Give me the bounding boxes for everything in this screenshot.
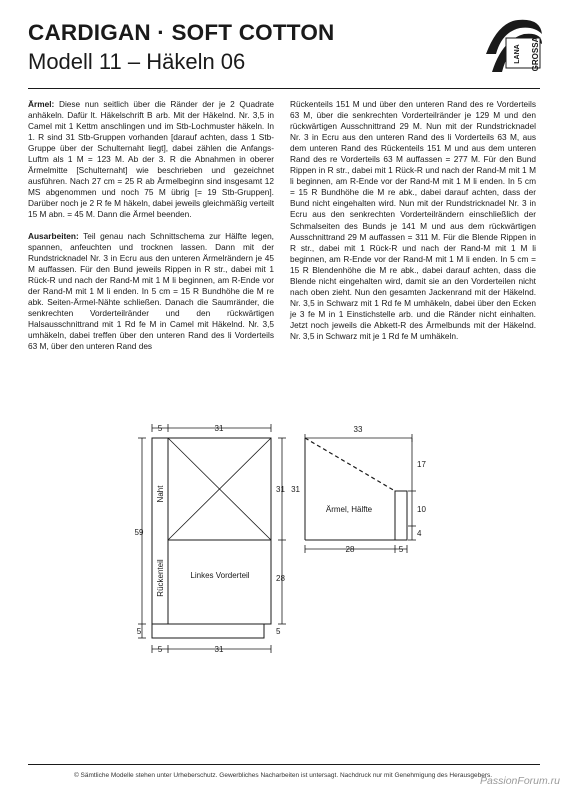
- sleeve-dim-cuff: 10: [417, 505, 426, 514]
- page-subtitle: Modell 11 – Häkeln 06: [28, 49, 246, 74]
- dim-top-left: 5: [157, 424, 163, 433]
- hem-band: [152, 624, 264, 638]
- sleeve-dim-top-label: 33: [353, 425, 363, 434]
- back-label: Rückenteil: [156, 559, 165, 597]
- body-schematic: [138, 424, 286, 653]
- paragraph-text: Rückenteils 151 M und über den unteren Rand des re Vorderteils 63 M, über die senkrechten Vorderteilränder je 129 M und den rückwärtigen Ausschnittrand 29 M. Nun mit der Rundstricknadel Nr. 3 in Ecru aus den unteren Rand des li Vorderteils 63 M, aus dem unteren Rand des Rückenteils 151 M und aus dem unteren Rand des re Vorderteils 63 M auffassen = 277 M. Für den Bund Rippen in R str., dabei mit 1 Rück-R und nach der Rand-M mit 1 M li beginnen, am R-Ende vor der Rand-M mit 1 M li enden. In 5 cm = 15 R Bundhöhe die M re abk., dabei darauf achten, dass der Bund nicht eingehalten wird. Nun mit der Rundstricknadel Nr. 3 in Ecru aus den senkrechten Vorderteilrändern einschließlich der Schmalseiten des Bunds je 141 M und aus dem rückwärtigen Ausschnittrand 29 M auffassen = 311 M. Für die Blende Rippen in R str., dabei mit 1 Rück-R und nach der Rand-M mit 1 M li beginnen, am R-Ende vor der Rand-M mit 1 M li enden. In 5 cm = 15 R Blendenhöhe die M re abk., dabei darauf achten, dass die Blende nicht eingehalten wird, damit sie an den Vorderteilen nicht nach oben zieht. Nun den gesamten Jackenrand mit der Häkelnd. Nr. 3,5 in Schwarz mit 1 Rd fe M umhäkeln, dabei über den Ecken je 3 fe M in 1 Einstichstelle arb. und die Ränder nicht einhalten. Jetzt noch jeweils die Abkett-R des Ärmelbunds mit der Häkelnd. Nr. 3,5 in Schwarz mit je 1 Rd fe M umhäkeln.: [290, 99, 536, 341]
- svg-text:LANA: LANA: [514, 44, 521, 64]
- footer-rule: [28, 764, 540, 765]
- paragraph-text: Teil genau nach Schnittschema zur Hälfte legen, spannen, anfeuchten und trocknen lassen. Dann mit der Rundstricknadel Nr. 3 in Ecru aus den unteren Ärmelrändern je 45 M auffassen. Für den Bund jeweils Rippen in R str., dabei mit 1 Rück-R und nach der Rand-M mit 1 M li beginnen, am R-Ende vor der Rand-M mit 1 M li enden. In 5 cm = 15 R Bundhöhe die M re abk. Seiten-Ärmel-Nähte schließen. Danach die Saumränder, die senkrechten Vorderteilränder und den rückwärtigen Halsausschnittrand mit 1 Rd fe M in Camel mit Häkelnd. Nr. 3,5 umhäkeln, dabei treffen über den unteren Rand des li Vorderteils 63 M, über den unteren Rand des: [28, 230, 274, 351]
- copyright-notice: © Sämtliche Modelle stehen unter Urheberschutz. Gewerbliches Nacharbeiten ist untersagt. Nachdruck nur mit Genehmigung des Herausgebers.: [73, 772, 493, 779]
- dim-hem-left: 5: [136, 627, 142, 636]
- sleeve-dim-slope: 17: [417, 460, 426, 469]
- sleeve-dim-cuff-width: 5: [398, 545, 404, 554]
- front-panel: [168, 540, 271, 624]
- dim-hem-right: 5: [276, 627, 281, 636]
- seam-label: Naht: [156, 485, 165, 503]
- sleeve-schematic: [305, 434, 416, 553]
- watermark: PassionForum.ru: [480, 775, 560, 787]
- paragraph-heading: Ärmel:: [28, 99, 55, 109]
- sleeve-dim-bottom-label: 28: [345, 545, 355, 554]
- front-label: Linkes Vorderteil: [190, 571, 250, 580]
- dim-height-upper: 31: [276, 485, 285, 494]
- dim-top-width: 31: [214, 424, 224, 433]
- sleeve-dim-cuff-small: 4: [417, 529, 422, 538]
- sleeve-label: Ärmel, Hälfte: [325, 505, 373, 514]
- dim-bottom-left: 5: [157, 645, 163, 654]
- paragraph-text: Diese nun seitlich über die Ränder der je 2 Quadrate anhäkeln. Dafür lt. Häkelschrift B arb. Mit der Häkelnd. Nr. 3,5 in Camel mit 1 Kettm anschlingen und im Stb-Lochmuster häkeln. In 1. R sind 31 Stb-Gruppen vorhanden [darauf achten, dass 1 Stb-Gruppe über der Schulternaht liegt], dabei zählen die Anfangs-Luftm als 1 M = 123 M. Ab der 3. R die Abnahmen in oberer Ärmelmitte [Schulternaht] wie beschrieben und gezeichnet ausführen. Nach 27 cm = 25 R ab Ärmelbeginn sind insgesamt 12 MS abgenommen und noch 75 M übrig [= 19 Stb-Gruppen]. Darüber noch je 2 R fe M häkeln, dabei jeweils gleichmäßig verteilt 15 M abn. = 45 M. Dann die Ärmel beenden.: [28, 99, 274, 220]
- dim-height-lower: 28: [276, 574, 285, 583]
- page-title: CARDIGAN · SOFT COTTON: [28, 20, 335, 45]
- sleeve-dim-left: 31: [291, 485, 300, 494]
- dim-bottom-width: 31: [214, 645, 224, 654]
- dim-total-height: 59: [134, 528, 144, 537]
- paragraph-heading: Ausarbeiten:: [28, 230, 79, 241]
- sleeve-decrease-line: [305, 438, 395, 491]
- sleeve-cuff: [395, 491, 407, 540]
- svg-text:GROSSA: GROSSA: [531, 36, 540, 72]
